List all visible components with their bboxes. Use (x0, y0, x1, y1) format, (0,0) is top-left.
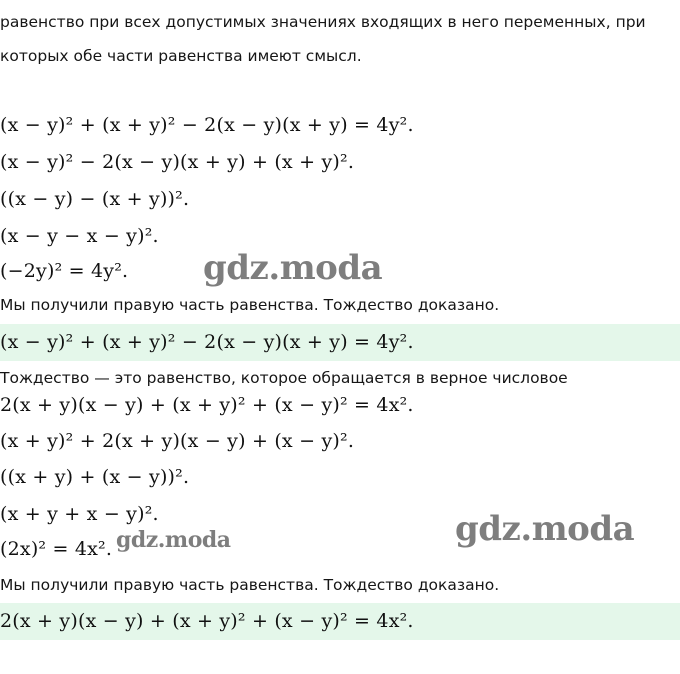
proof2-step-3: ((x + y) + (x − y))². (0, 466, 190, 488)
watermark-3: gdz.moda (455, 509, 635, 549)
watermark-2: gdz.moda (116, 527, 231, 553)
proof2-result: 2(x + y)(x − y) + (x + y)² + (x − y)² = 4x². (0, 610, 414, 632)
intro-line-2: которых обе части равенства имеют смысл. (0, 47, 362, 65)
proof2-step-1: 2(x + y)(x − y) + (x + y)² + (x − y)² = 4x². (0, 394, 414, 416)
definition-text: Тождество — это равенство, которое обращается в верное числовое (0, 369, 568, 387)
proof2-step-5: (2x)² = 4x². (0, 538, 113, 560)
proof2-step-4: (x + y + x − y)². (0, 503, 159, 525)
proof1-step-1: (x − y)² + (x + y)² − 2(x − y)(x + y) = 4y². (0, 114, 414, 136)
proof2-step-2: (x + y)² + 2(x + y)(x − y) + (x − y)². (0, 430, 355, 452)
proof1-step-2: (x − y)² − 2(x − y)(x + y) + (x + y)². (0, 151, 355, 173)
proof1-result: (x − y)² + (x + y)² − 2(x − y)(x + y) = 4y². (0, 331, 414, 353)
proof1-conclusion: Мы получили правую часть равенства. Тождество доказано. (0, 296, 500, 314)
watermark-1: gdz.moda (203, 248, 383, 288)
proof2-conclusion: Мы получили правую часть равенства. Тождество доказано. (0, 576, 500, 594)
proof1-step-4: (x − y − x − y)². (0, 225, 159, 247)
intro-line-1: равенство при всех допустимых значениях входящих в него переменных, при (0, 13, 646, 31)
proof1-step-3: ((x − y) − (x + y))². (0, 188, 190, 210)
proof1-step-5: (−2y)² = 4y². (0, 260, 129, 282)
